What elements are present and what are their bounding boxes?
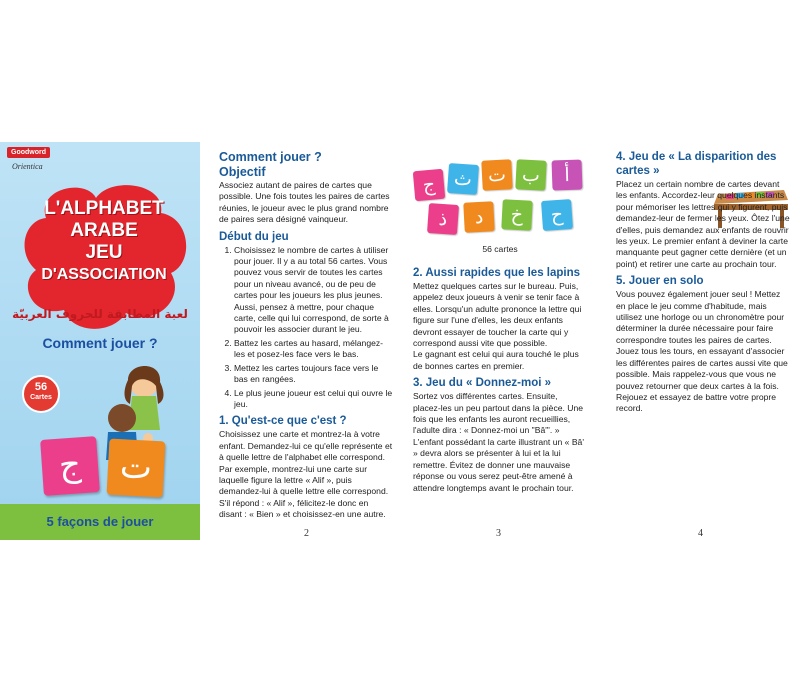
page-number: 2 <box>304 528 309 539</box>
section-title-debut: Début du jeu <box>219 230 289 243</box>
section-1-text: Choisissez une carte et montrez-la à votre enfant. Demandez-lui ce qu'elle représente et à quelle lettre de l'alphabet elle correspond. Par exemple, montrez-lui une carte sur laquelle figure la lettre « Alif », puis demandez-lui à quelle lettre elle correspond. S'il répond : « Alif », félicitez-le donc en disant : « Bien » et choisissez-en une autre. <box>219 429 393 520</box>
page-2-column <box>219 150 393 523</box>
section-title-5: 5. Jouer en solo <box>616 275 704 288</box>
section-3-text: Sortez vos différentes cartes. Ensuite, placez-les un peu partout dans la pièce. Une fois que les enfants les auront recueillies, l'adulte dira : « Donnez-moi un "Bâ"'. » L'enfant possédant la carte illustrant un « Bâ' » devra alors se présenter à lui et la lui remettre. Évitez de donner une mauvaise réponse ou vous serez peut-être amené à attendre longtemps avant le prochain tour. <box>413 391 584 493</box>
cover-title-line: L'ALPHABET <box>44 198 164 219</box>
section-title-3: 3. Jeu du « Donnez-moi » <box>413 377 552 390</box>
letter-card: ت <box>481 159 513 191</box>
page-4-column <box>616 150 790 417</box>
section-title-4: 4. Jeu de « La disparition des cartes » <box>616 151 777 177</box>
cards-caption: 56 cartes <box>482 244 518 254</box>
section-2-text: Mettez quelques cartes sur le bureau. Puis, appelez deux joueurs à venir se tenir face à elles. Lorsqu'un adulte prononce la lettre qui figure sur l'une d'elles, les deux enfants devront essayer de toucher la carte qui y correspond aussi vite que possible. <box>413 281 582 349</box>
list-item: 1. Choisissez le nombre de cartes à utiliser pour jouer. Il y a au total 56 cartes. Vous pouvez vous servir de toutes les cartes pour un niveau avancé, ou de peu de cartes pour les joueurs les plus jeunes. Aussi, pensez à mettre, pour chaque carte, celle qui lui correspond, de sorte à pouvoir les associer durant le jeu. <box>234 245 393 336</box>
letter-card: د <box>463 201 495 233</box>
letter-card: أ <box>551 159 582 190</box>
section-title-2: 2. Aussi rapides que les lapins <box>413 267 581 279</box>
letter-card: ث <box>447 163 479 195</box>
list-item: 2. Battez les cartes au hasard, mélangez-les et posez-les face vers le bas. <box>234 338 393 361</box>
objectif-text: Associez autant de paires de cartes que possible. Une fois toutes les paires de cartes réunies, le joueur avec le plus grand nombre de paires sera désigné vainqueur. <box>219 180 390 225</box>
imprint-logo: Orientica <box>12 162 43 171</box>
page-number: 3 <box>496 528 501 539</box>
cover-panel <box>0 142 200 540</box>
ways-to-play: 5 façons de jouer <box>46 514 154 529</box>
section-2-text-2: Le gagnant est celui qui aura touché le plus de bonnes cartes en premier. <box>413 349 579 371</box>
cover-title-line: D'ASSOCIATION <box>41 266 167 283</box>
page-number: 4 <box>698 528 703 539</box>
letter-card: ت <box>107 439 166 498</box>
cover-arabic-title: لعبة المطابقة للحروف العربيّة <box>12 307 188 321</box>
letter-card: ج <box>413 169 446 202</box>
letter-card: خ <box>501 199 533 231</box>
cover-footer <box>0 504 200 540</box>
list-item: 4. Le plus jeune joueur est celui qui ouvre le jeu. <box>234 388 393 411</box>
badge-number: 56 <box>34 381 48 393</box>
letter-cards-illustration <box>414 158 594 240</box>
brand-logo: Goodword <box>7 147 50 158</box>
cards-count-badge <box>22 375 60 413</box>
section-title-objectif: Objectif <box>219 165 266 179</box>
section-4-text: Placez un certain nombre de cartes devant les enfants. Accordez-leur quelques instants pour mémoriser les lettres qui y figurent, puis demandez-leur de fermer les yeux. Ôtez l'une d'elles, puis demandez aux enfants de rouvrir les yeux. Le premier enfant à deviner la carte manquante peut gagner cette dernière (et un point) et retirer une carte au prochain tour. <box>616 179 790 269</box>
section-title-1: 1. Qu'est-ce que c'est ? <box>219 415 347 428</box>
letter-card: ب <box>515 159 547 191</box>
badge-word: Cartes <box>30 394 52 401</box>
section-5-text: Vous pouvez également jouer seul ! Mettez en place le jeu comme d'habitude, mais utilisez une horloge ou un chronomètre pour déterminer la durée nécessaire pour faire correspondre toutes les paires de cartes. Jouez tous les tours, en essayant d'associer les différentes paires de cartes aussi vite que possible. Mais rappelez-vous que vous ne pouvez retourner que deux cartes à la fois. Rejouez et essayez de battre votre propre record. <box>616 289 788 414</box>
letter-card: ذ <box>427 203 459 235</box>
cover-title <box>16 198 192 286</box>
letter-card: ح <box>541 199 573 231</box>
page-heading: Comment jouer ? <box>219 150 322 164</box>
page-3-column <box>413 266 585 496</box>
cover-title-line: ARABE <box>70 220 138 241</box>
list-item: 3. Mettez les cartes toujours face vers le bas en rangées. <box>234 363 393 386</box>
cover-how-to-play: Comment jouer ? <box>42 335 158 351</box>
letter-card: ج <box>40 436 100 496</box>
debut-list <box>219 245 393 411</box>
cover-title-line: JEU <box>85 242 123 263</box>
